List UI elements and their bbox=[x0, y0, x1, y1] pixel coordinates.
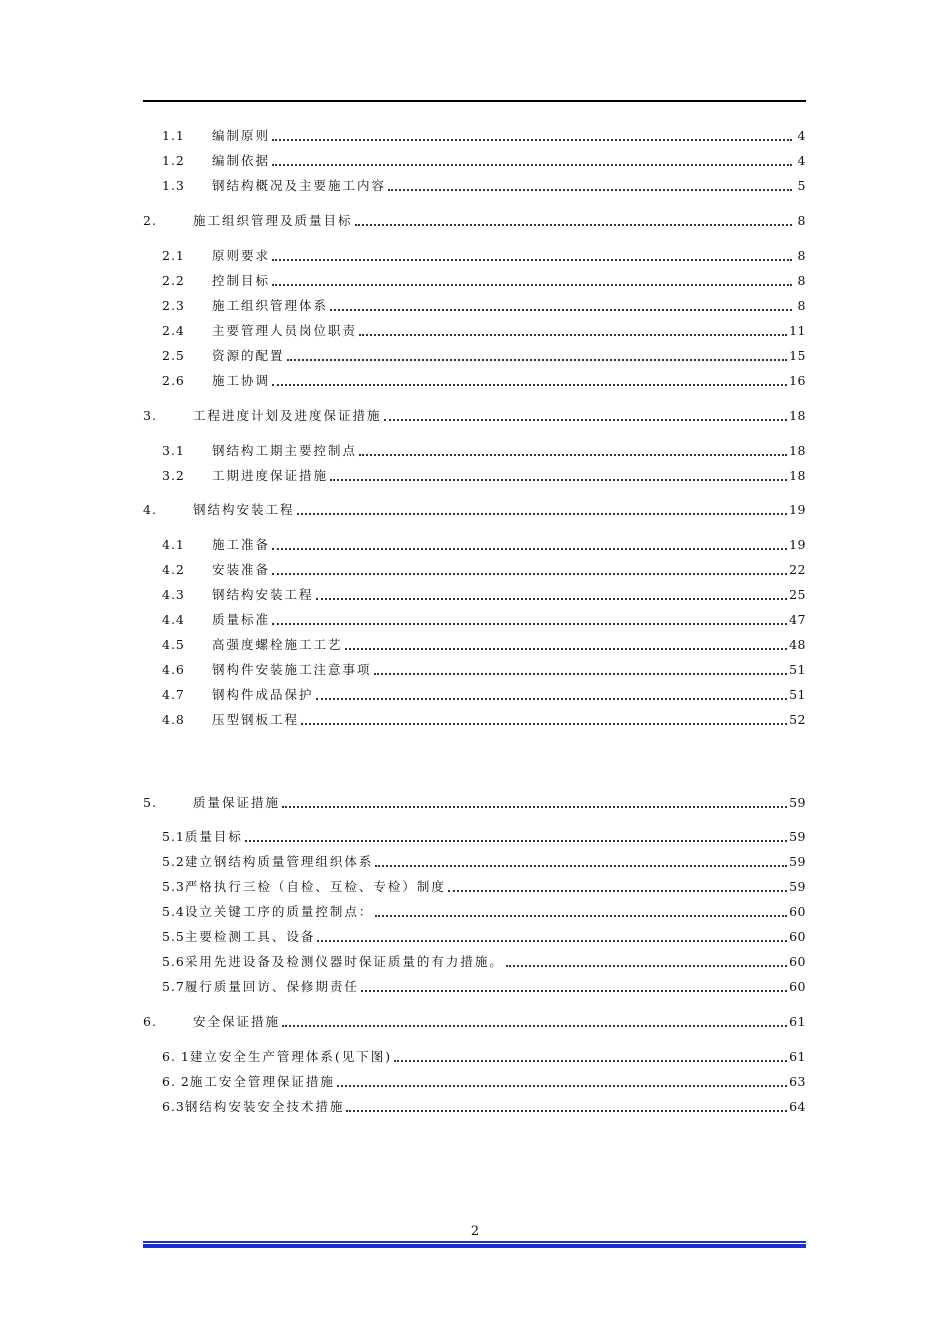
toc-entry[interactable] bbox=[162, 607, 806, 627]
footer-rule bbox=[143, 1241, 806, 1243]
toc-entry[interactable] bbox=[162, 949, 806, 969]
toc-entry-title: 原则要求 bbox=[212, 248, 271, 263]
toc-entry-page: 59 bbox=[789, 879, 806, 894]
toc-entry-number: 4.1 bbox=[162, 537, 185, 552]
toc-entry-number: 4.2 bbox=[162, 562, 185, 577]
toc-entry-number: 4. bbox=[143, 502, 157, 517]
toc-dot-leader bbox=[272, 372, 787, 386]
toc-entry[interactable] bbox=[162, 438, 806, 458]
toc-entry-page: 16 bbox=[789, 373, 806, 388]
toc-entry-page: 19 bbox=[789, 537, 806, 552]
toc-entry-title: 施工安全管理保证措施 bbox=[189, 1074, 335, 1089]
toc-entry-title: 履行质量回访、保修期责任 bbox=[184, 979, 359, 994]
toc-entry[interactable] bbox=[162, 632, 806, 652]
toc-entry[interactable] bbox=[162, 463, 806, 483]
toc-dot-leader bbox=[394, 1048, 787, 1062]
toc-entry-page: 51 bbox=[789, 662, 806, 677]
toc-entry-title: 钢结构安装安全技术措施 bbox=[184, 1099, 345, 1114]
toc-entry[interactable] bbox=[143, 1009, 806, 1029]
toc-entry[interactable] bbox=[162, 657, 806, 677]
toc-entry-number: 1.3 bbox=[162, 178, 185, 193]
toc-entry-number: 5.4 bbox=[162, 904, 185, 919]
toc-dot-leader bbox=[506, 953, 787, 967]
toc-entry-page: 18 bbox=[789, 468, 806, 483]
toc-dot-leader bbox=[337, 1073, 787, 1087]
toc-entry[interactable] bbox=[162, 123, 806, 143]
toc-dot-leader bbox=[448, 878, 787, 892]
toc-entry-page: 11 bbox=[789, 323, 806, 338]
toc-entry-number: 5.5 bbox=[162, 929, 185, 944]
toc-dot-leader bbox=[384, 407, 788, 421]
toc-dot-leader bbox=[245, 828, 787, 842]
toc-entry-title: 主要管理人员岗位职责 bbox=[212, 323, 358, 338]
toc-entry-number: 2.4 bbox=[162, 323, 185, 338]
toc-entry-number: 3.1 bbox=[162, 443, 185, 458]
toc-dot-leader bbox=[287, 347, 788, 361]
toc-entry-title: 建立安全生产管理体系(见下图) bbox=[189, 1049, 393, 1064]
toc-entry-title: 设立关键工序的质量控制点： bbox=[184, 904, 374, 919]
toc-entry-title: 钢结构安装工程 bbox=[193, 502, 295, 517]
toc-entry-title: 编制原则 bbox=[212, 128, 271, 143]
toc-entry-number: 4.5 bbox=[162, 637, 185, 652]
toc-entry-title: 采用先进设备及检测仪器时保证质量的有力措施。 bbox=[184, 954, 504, 969]
toc-entry[interactable] bbox=[162, 824, 806, 844]
toc-entry-page: 18 bbox=[789, 408, 806, 423]
toc-entry-title: 质量保证措施 bbox=[193, 795, 281, 810]
toc-entry-page: 52 bbox=[789, 712, 806, 727]
toc-dot-leader bbox=[272, 272, 792, 286]
toc-entry-number: 2.1 bbox=[162, 248, 185, 263]
toc-entry-number: 6.3 bbox=[162, 1099, 185, 1114]
toc-entry[interactable] bbox=[162, 293, 806, 313]
toc-dot-leader bbox=[330, 467, 787, 481]
toc-dot-leader bbox=[272, 127, 792, 141]
toc-entry-page: 59 bbox=[789, 829, 806, 844]
toc-entry-number: 6. bbox=[143, 1014, 157, 1029]
toc-entry-title: 施工组织管理体系 bbox=[212, 298, 329, 313]
toc-entry-page: 8 bbox=[797, 248, 806, 263]
toc-entry[interactable] bbox=[162, 1094, 806, 1114]
toc-entry[interactable] bbox=[162, 582, 806, 602]
toc-dot-leader bbox=[330, 297, 792, 311]
toc-entry-title: 工程进度计划及进度保证措施 bbox=[193, 408, 382, 423]
toc-dot-leader bbox=[374, 661, 788, 675]
toc-entry[interactable] bbox=[143, 403, 806, 423]
toc-entry-number: 5.7 bbox=[162, 979, 185, 994]
toc-entry-title: 压型钢板工程 bbox=[212, 712, 300, 727]
toc-entry-number: 6. 1 bbox=[162, 1049, 190, 1064]
toc-entry-page: 48 bbox=[789, 637, 806, 652]
toc-entry-title: 控制目标 bbox=[212, 273, 271, 288]
page-number: 2 bbox=[470, 1224, 480, 1239]
toc-entry-number: 2.6 bbox=[162, 373, 185, 388]
toc-dot-leader bbox=[345, 636, 788, 650]
toc-entry-number: 4.4 bbox=[162, 612, 185, 627]
toc-entry-number: 2.5 bbox=[162, 348, 185, 363]
toc-entry-title: 高强度螺栓施工工艺 bbox=[212, 637, 343, 652]
toc-entry[interactable] bbox=[162, 874, 806, 894]
toc-dot-leader bbox=[272, 152, 792, 166]
toc-entry-page: 8 bbox=[797, 273, 806, 288]
toc-dot-leader bbox=[346, 1098, 787, 1112]
toc-entry[interactable] bbox=[162, 849, 806, 869]
toc-entry[interactable] bbox=[143, 790, 806, 810]
toc-dot-leader bbox=[355, 212, 792, 226]
toc-entry-number: 1.1 bbox=[162, 128, 185, 143]
toc-entry[interactable] bbox=[162, 173, 806, 193]
toc-entry-title: 建立钢结构质量管理组织体系 bbox=[184, 854, 374, 869]
toc-dot-leader bbox=[316, 686, 788, 700]
toc-entry-page: 59 bbox=[789, 854, 806, 869]
toc-entry[interactable] bbox=[162, 243, 806, 263]
toc-entry-number: 5.6 bbox=[162, 954, 185, 969]
toc-entry[interactable] bbox=[162, 148, 806, 168]
toc-entry-number: 1.2 bbox=[162, 153, 185, 168]
toc-entry-title: 编制依据 bbox=[212, 153, 271, 168]
toc-entry-title: 主要检测工具、设备 bbox=[184, 929, 316, 944]
toc-entry-number: 5.2 bbox=[162, 854, 185, 869]
toc-entry-page: 25 bbox=[789, 587, 806, 602]
toc-entry-title: 施工协调 bbox=[212, 373, 271, 388]
toc-entry-number: 6. 2 bbox=[162, 1074, 190, 1089]
toc-entry-page: 5 bbox=[797, 178, 806, 193]
toc-entry-number: 4.7 bbox=[162, 687, 185, 702]
toc-entry-page: 63 bbox=[789, 1074, 806, 1089]
toc-entry[interactable] bbox=[162, 1069, 806, 1089]
toc-entry[interactable] bbox=[162, 532, 806, 552]
toc-dot-leader bbox=[375, 853, 787, 867]
toc-entry[interactable] bbox=[162, 268, 806, 288]
toc-entry-title: 质量标准 bbox=[212, 612, 271, 627]
toc-dot-leader bbox=[297, 501, 788, 515]
toc-entry-page: 8 bbox=[797, 298, 806, 313]
toc-dot-leader bbox=[361, 978, 787, 992]
toc-entry[interactable] bbox=[162, 318, 806, 338]
toc-entry[interactable] bbox=[162, 1044, 806, 1064]
toc-dot-leader bbox=[301, 711, 787, 725]
toc-entry[interactable] bbox=[162, 682, 806, 702]
toc-entry[interactable] bbox=[143, 208, 806, 228]
toc-entry[interactable] bbox=[162, 557, 806, 577]
toc-dot-leader bbox=[316, 586, 788, 600]
toc-entry-number: 4.6 bbox=[162, 662, 185, 677]
toc-entry-number: 4.8 bbox=[162, 712, 185, 727]
toc-dot-leader bbox=[375, 903, 787, 917]
toc-entry-page: 60 bbox=[789, 954, 806, 969]
toc-dot-leader bbox=[359, 322, 787, 336]
toc-entry-number: 2. bbox=[143, 213, 157, 228]
toc-entry-number: 2.3 bbox=[162, 298, 185, 313]
toc-entry-page: 61 bbox=[789, 1049, 806, 1064]
toc-dot-leader bbox=[272, 611, 787, 625]
toc-entry-number: 5.1 bbox=[162, 829, 185, 844]
toc-entry-number: 3. bbox=[143, 408, 157, 423]
toc-entry-title: 钢构件安装施工注意事项 bbox=[212, 662, 372, 677]
toc-entry-title: 工期进度保证措施 bbox=[212, 468, 329, 483]
toc-entry-page: 60 bbox=[789, 904, 806, 919]
toc-entry-title: 严格执行三检（自检、互检、专检）制度 bbox=[184, 879, 446, 894]
toc-entry-number: 2.2 bbox=[162, 273, 185, 288]
toc-entry-page: 64 bbox=[789, 1099, 806, 1114]
toc-entry-number: 5. bbox=[143, 795, 157, 810]
toc-dot-leader bbox=[272, 536, 787, 550]
toc-entry-number: 4.3 bbox=[162, 587, 185, 602]
toc-entry-number: 3.2 bbox=[162, 468, 185, 483]
toc-entry-page: 15 bbox=[789, 348, 806, 363]
toc-entry-title: 钢结构安装工程 bbox=[212, 587, 314, 602]
toc-dot-leader bbox=[272, 247, 792, 261]
toc-entry-title: 钢结构工期主要控制点 bbox=[212, 443, 358, 458]
toc-entry[interactable] bbox=[162, 707, 806, 727]
toc-entry-title: 质量目标 bbox=[184, 829, 243, 844]
toc-entry[interactable] bbox=[162, 924, 806, 944]
toc-entry-page: 47 bbox=[789, 612, 806, 627]
toc-entry[interactable] bbox=[162, 899, 806, 919]
toc-entry-title: 钢构件成品保护 bbox=[212, 687, 314, 702]
toc-entry-title: 施工准备 bbox=[212, 537, 271, 552]
toc-entry-page: 60 bbox=[789, 929, 806, 944]
toc-entry[interactable] bbox=[143, 497, 806, 517]
toc-entry-title: 资源的配置 bbox=[212, 348, 285, 363]
toc-entry-page: 4 bbox=[797, 153, 806, 168]
toc-dot-leader bbox=[359, 442, 787, 456]
toc-entry-page: 60 bbox=[789, 979, 806, 994]
footer-rule-thick bbox=[143, 1244, 806, 1248]
toc-entry-title: 安装准备 bbox=[212, 562, 271, 577]
toc-entry-page: 59 bbox=[789, 795, 806, 810]
toc-dot-leader bbox=[282, 794, 787, 808]
toc-entry-title: 施工组织管理及质量目标 bbox=[193, 213, 353, 228]
toc-entry-page: 4 bbox=[797, 128, 806, 143]
toc-dot-leader bbox=[317, 928, 787, 942]
toc-entry-page: 19 bbox=[789, 502, 806, 517]
toc-entry-page: 61 bbox=[789, 1014, 806, 1029]
toc-entry-number: 5.3 bbox=[162, 879, 185, 894]
toc-entry-page: 22 bbox=[789, 562, 806, 577]
toc-entry[interactable] bbox=[162, 974, 806, 994]
toc-entry-page: 51 bbox=[789, 687, 806, 702]
toc-dot-leader bbox=[282, 1013, 787, 1027]
toc-entry-page: 8 bbox=[797, 213, 806, 228]
toc-entry-title: 安全保证措施 bbox=[193, 1014, 281, 1029]
toc-entry-title: 钢结构概况及主要施工内容 bbox=[212, 178, 387, 193]
toc-dot-leader bbox=[272, 561, 787, 575]
toc-dot-leader bbox=[388, 177, 792, 191]
toc-entry-page: 18 bbox=[789, 443, 806, 458]
toc-entry[interactable] bbox=[162, 368, 806, 388]
toc-entry[interactable] bbox=[162, 343, 806, 363]
